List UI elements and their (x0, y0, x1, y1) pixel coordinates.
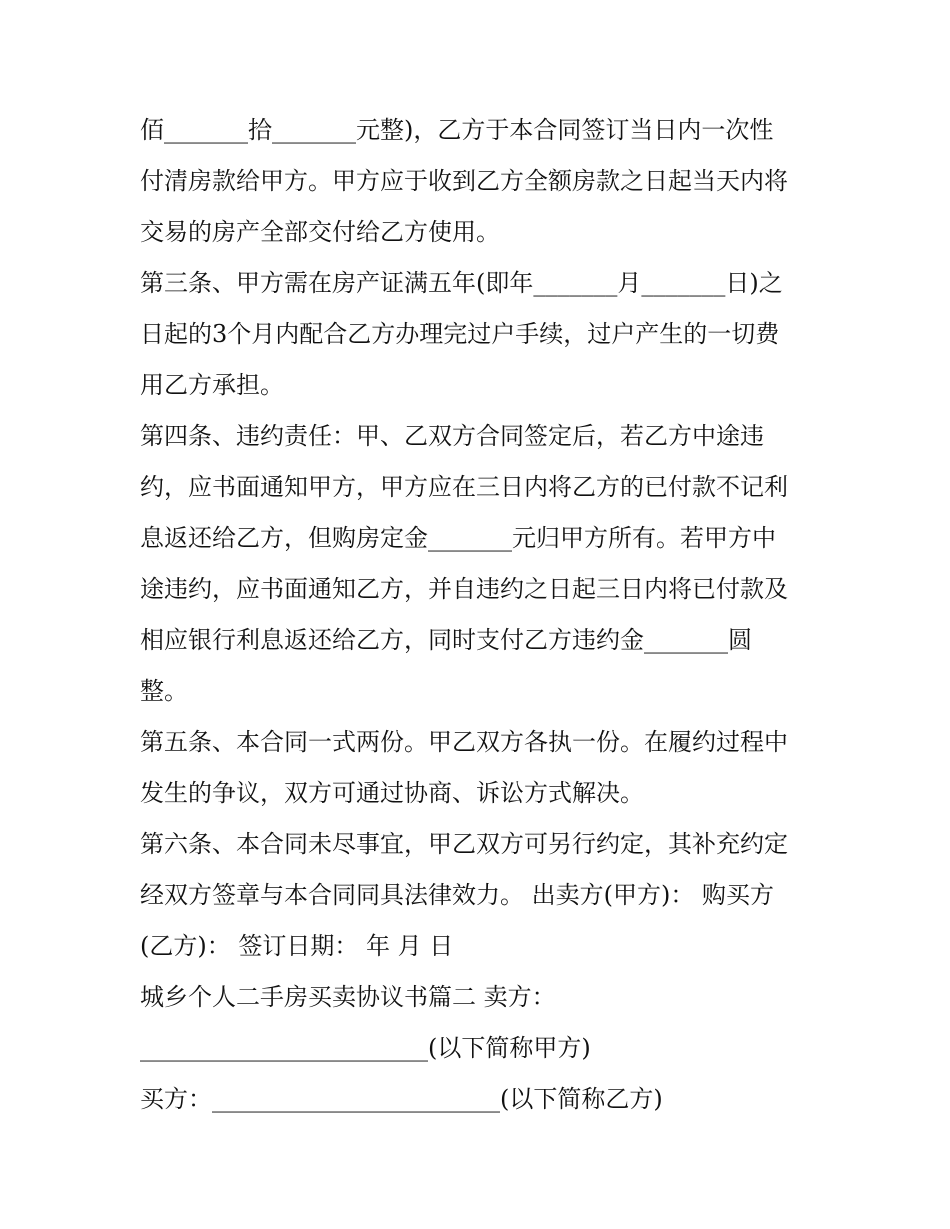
text-line-seller-breach: 途违约，应书面通知乙方，并自违约之日起三日内将已付款及 (140, 575, 788, 603)
text-line-article-six: 第六条、本合同未尽事宜，甲乙双方可另行约定，其补充约定 (140, 830, 788, 858)
text-line-deposit-forfeit: 息返还给乙方，但购房定金_______元归甲方所有。若甲方中 (140, 524, 776, 552)
text-line-payment-amount: 佰_______拾_______元整)，乙方于本合同签订当日内一次性 (140, 116, 774, 144)
text-line-article-three: 第三条、甲方需在房产证满五年(即年_______月_______日)之 (140, 269, 783, 297)
text-line-signatures: 经双方签章与本合同同具法律效力。 出卖方(甲方)： 购买方 (140, 881, 774, 909)
text-line-dispute-resolution: 发生的争议，双方可通过协商、诉讼方式解决。 (140, 779, 644, 807)
document-body (140, 105, 820, 1125)
text-line-article-five: 第五条、本合同一式两份。甲乙双方各执一份。在履约过程中 (140, 728, 788, 756)
text-line-buyer-breach: 约，应书面通知甲方，甲方应在三日内将乙方的已付款不记利 (140, 473, 788, 501)
text-line-sign-date: (乙方)： 签订日期： 年 月 日 (140, 932, 454, 960)
text-line-article-four: 第四条、违约责任：甲、乙双方合同签定后，若乙方中途违 (140, 422, 764, 450)
text-line-penalty-end: 整。 (140, 677, 188, 705)
text-line-transfer-procedure: 日起的3个月内配合乙方办理完过户手续，过户产生的一切费 (140, 320, 780, 348)
buyer-name-blank: 买方：________________________(以下简称乙方) (140, 1085, 663, 1113)
text-line-transfer-cost: 用乙方承担。 (140, 371, 284, 399)
section-heading-part-two: 城乡个人二手房买卖协议书篇二 卖方： (140, 983, 556, 1011)
text-line-property-delivery: 交易的房产全部交付给乙方使用。 (140, 218, 500, 246)
text-line-payment-terms: 付清房款给甲方。甲方应于收到乙方全额房款之日起当天内将 (140, 167, 788, 195)
text-line-penalty: 相应银行利息返还给乙方，同时支付乙方违约金_______圆 (140, 626, 752, 654)
seller-name-blank: ________________________(以下简称甲方) (140, 1034, 591, 1062)
